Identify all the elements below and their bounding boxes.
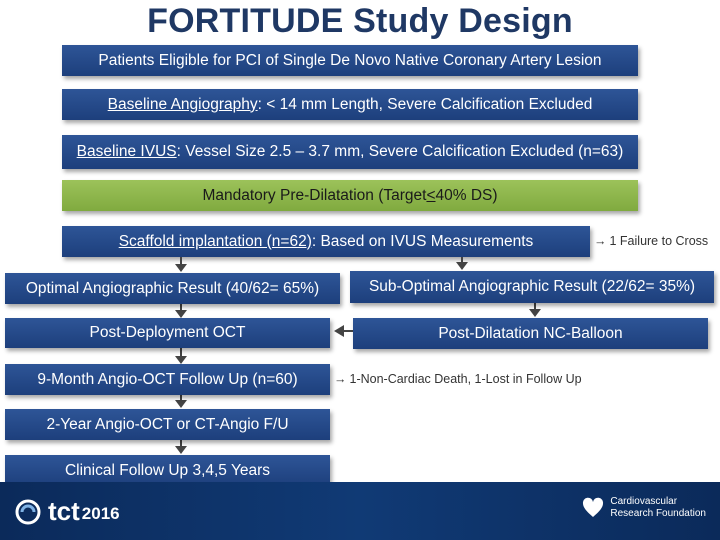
page-title: FORTITUDE Study Design bbox=[147, 2, 573, 40]
post-oct-text: Post-Deployment OCT bbox=[89, 324, 246, 341]
predilatation-lt: < bbox=[426, 186, 436, 204]
crf-line1: Cardiovascular bbox=[610, 496, 678, 507]
suboptimal-text: Sub-Optimal Angiographic Result (22/62= 35%) bbox=[368, 278, 696, 295]
tct-logo-text: tct bbox=[48, 496, 80, 526]
angiography-label: Baseline Angiography bbox=[107, 95, 258, 113]
tct-swirl-icon bbox=[14, 498, 42, 526]
two-year-text: 2-Year Angio-OCT or CT-Angio F/U bbox=[46, 415, 289, 433]
footer-banner bbox=[0, 482, 720, 540]
note-failure-text: 1 Failure to Cross bbox=[609, 234, 709, 248]
note-deaths-text: 1-Non-Cardiac Death, 1-Lost in Follow Up bbox=[349, 372, 582, 386]
ivus-label: Baseline IVUS bbox=[76, 143, 177, 160]
tct-logo-year: 2016 bbox=[81, 503, 120, 523]
box-eligible-text: Patients Eligible for PCI of Single De Novo Native Coronary Artery Lesion bbox=[98, 51, 602, 69]
post-dil-text: Post-Dilatation NC-Balloon bbox=[438, 324, 623, 342]
crf-logo bbox=[581, 496, 706, 520]
box-optimal-result bbox=[5, 273, 340, 304]
scaffold-rest: : Based on IVUS Measurements bbox=[311, 232, 534, 250]
angiography-rest: : < 14 mm Length, Severe Calcification Excluded bbox=[257, 95, 593, 113]
scaffold-label: Scaffold implantation (n=62) bbox=[118, 232, 312, 250]
nine-month-text: 9-Month Angio-OCT Follow Up (n=60) bbox=[37, 370, 298, 388]
clinical-text: Clinical Follow Up 3,4,5 Years bbox=[64, 461, 271, 479]
crf-heart-icon bbox=[581, 496, 605, 520]
note-deaths bbox=[334, 372, 582, 386]
box-nine-month-followup bbox=[5, 364, 330, 395]
box-two-year-followup bbox=[5, 409, 330, 440]
predilatation-pre: Mandatory Pre-Dilatation (Target bbox=[202, 186, 427, 204]
right-arrow-icon: → bbox=[334, 372, 347, 386]
ivus-rest: : Vessel Size 2.5 – 3.7 mm, Severe Calcification Excluded (n=63) bbox=[176, 143, 624, 160]
box-post-dilatation bbox=[353, 318, 708, 349]
predilatation-post: 40% DS) bbox=[435, 186, 498, 204]
box-suboptimal-result bbox=[350, 271, 714, 303]
box-post-deployment-oct bbox=[5, 318, 330, 348]
right-arrow-icon: → bbox=[594, 234, 607, 248]
tct-logo bbox=[14, 496, 120, 527]
optimal-text: Optimal Angiographic Result (40/62= 65%) bbox=[25, 279, 320, 297]
crf-line2: Research Foundation bbox=[610, 508, 706, 519]
